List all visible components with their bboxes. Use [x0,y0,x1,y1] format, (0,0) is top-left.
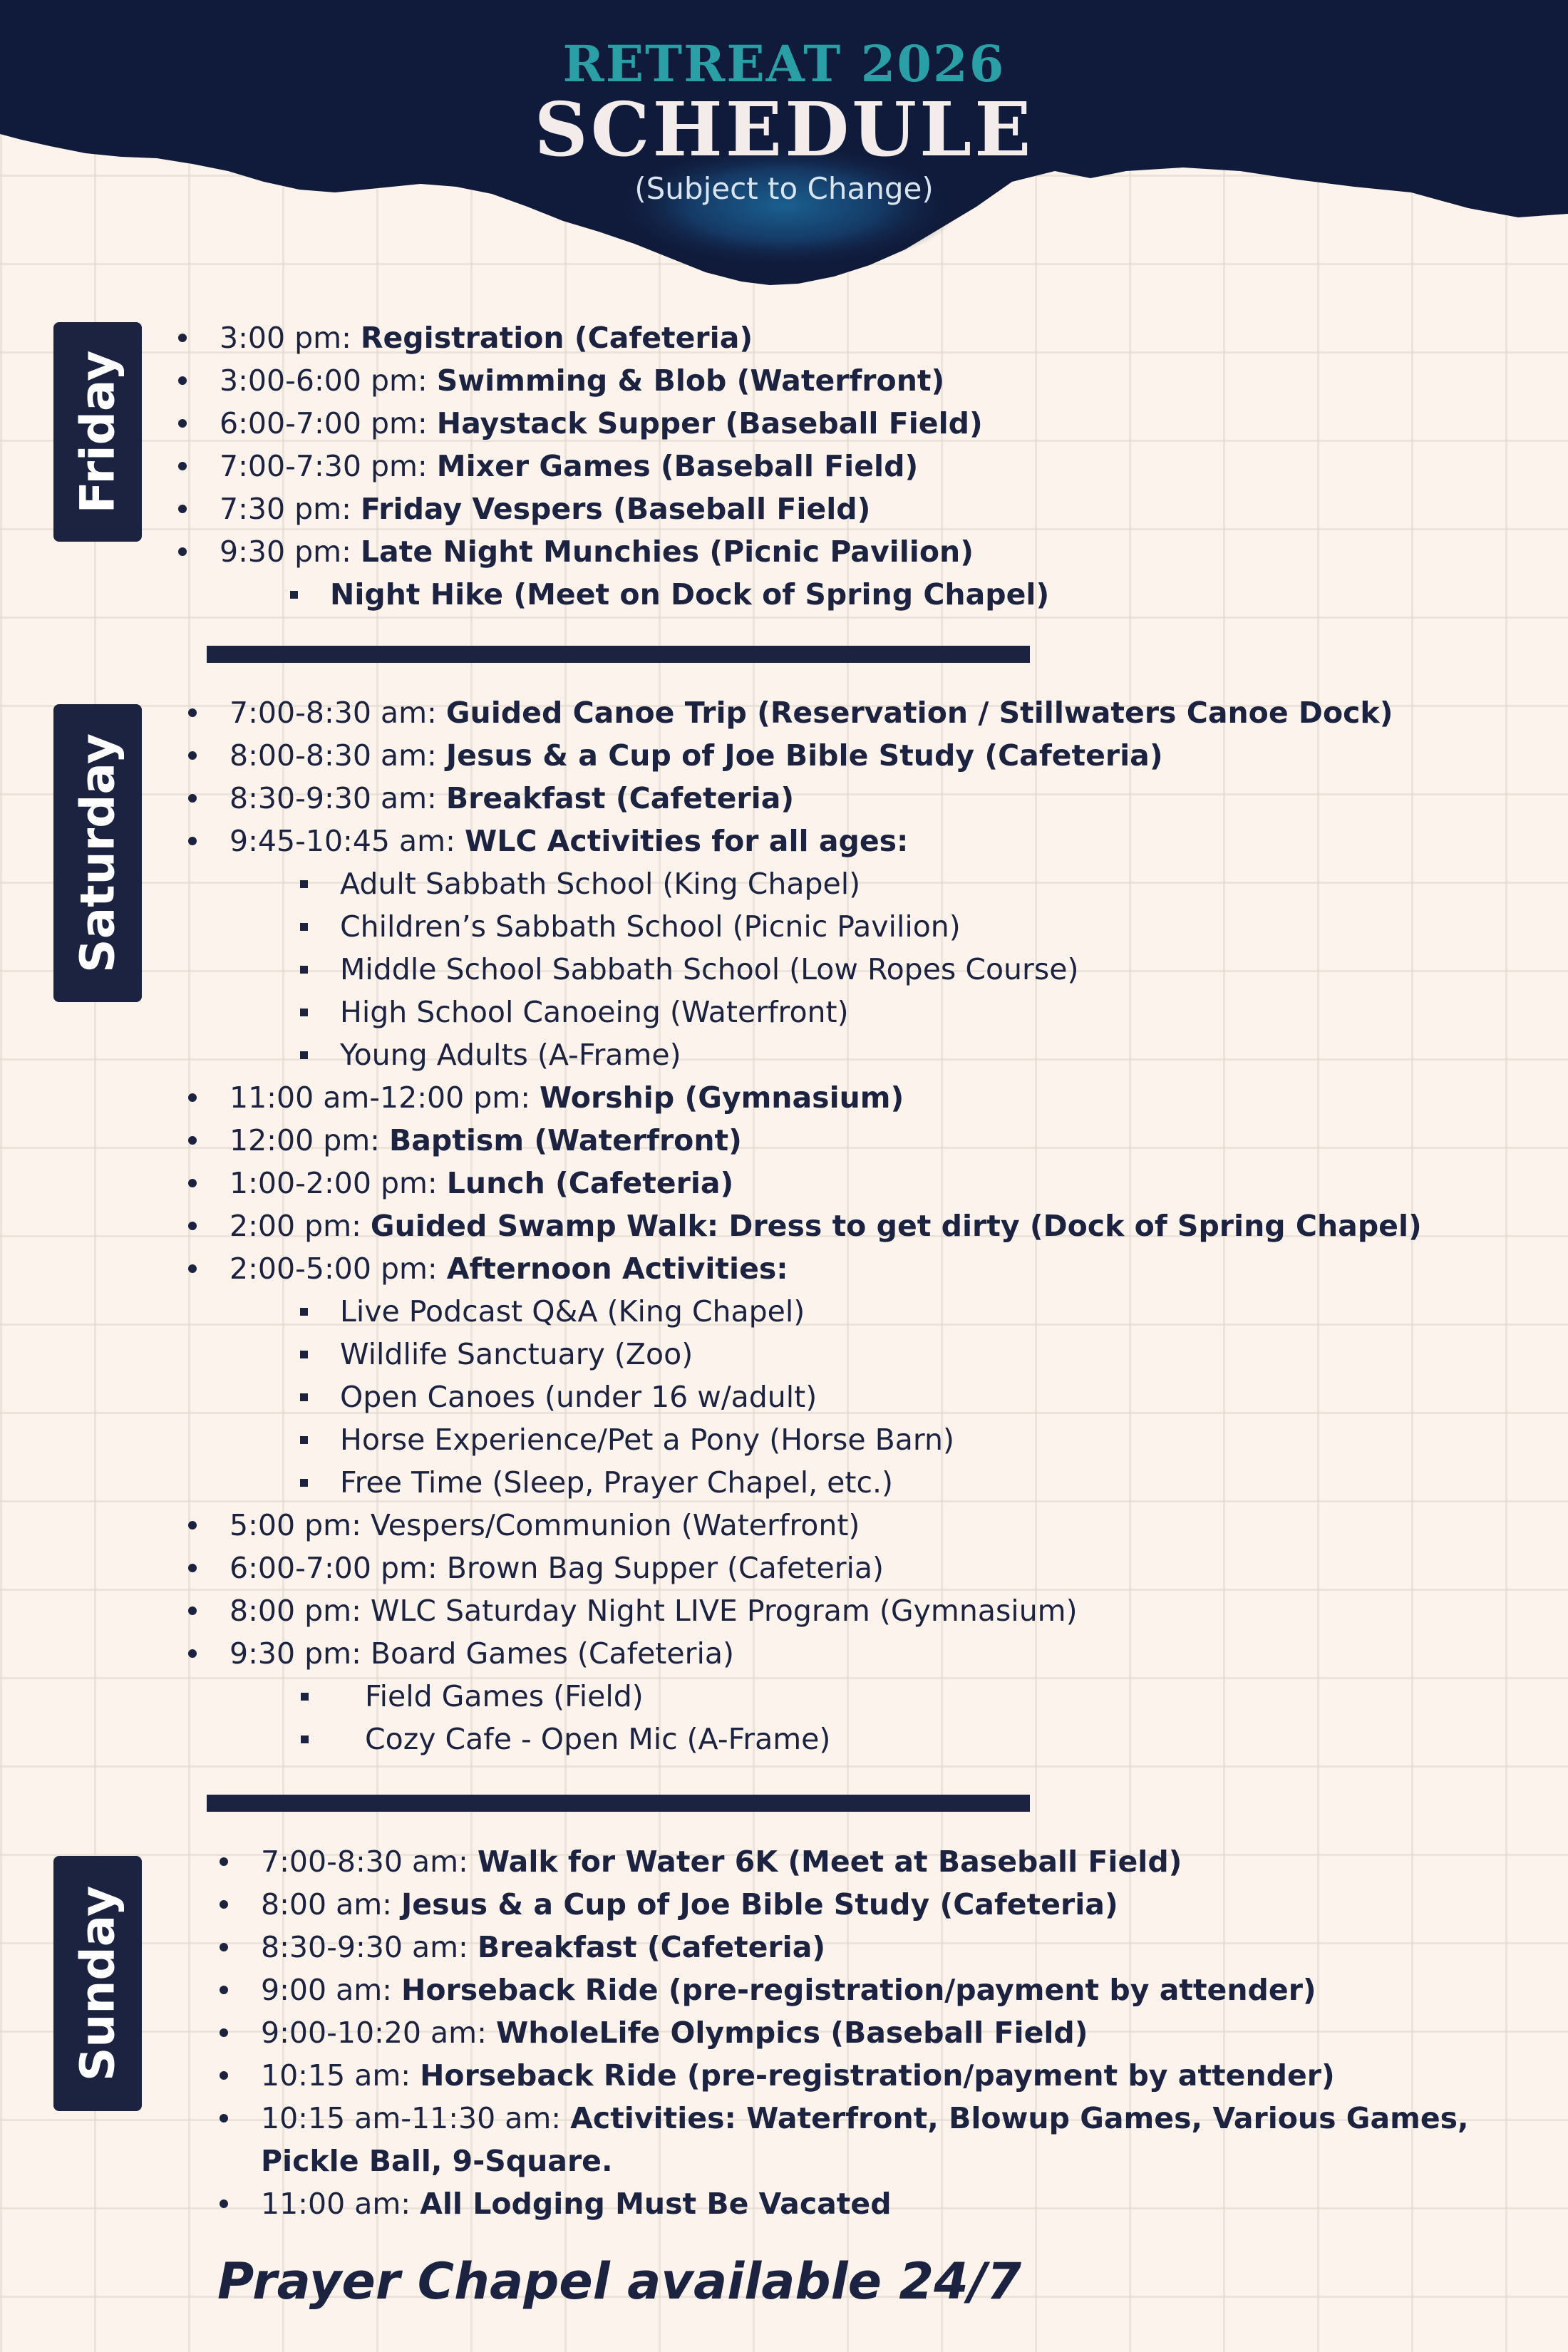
header-kicker: RETREAT 2026 [562,34,1006,93]
list-item: 1:00-2:00 pm: Lunch (Cafeteria) [229,1162,1422,1205]
list-item: 2:00-5:00 pm: Afternoon Activities: [229,1247,1422,1290]
list-item: 7:00-8:30 am: Guided Canoe Trip (Reservation / Stillwaters Canoe Dock) [229,691,1422,734]
list-item: 10:15 am-11:30 am: Activities: Waterfront, Blowup Games, Various Games, Pickle Ball, 9-Square. [261,2097,1544,2182]
list-item: 11:00 am-12:00 pm: Worship (Gymnasium) [229,1076,1422,1119]
list-item: 6:00-7:00 pm: Brown Bag Supper (Cafeteria) [229,1547,1422,1589]
header [0,0,1568,285]
list-item: 5:00 pm: Vespers/Communion (Waterfront) [229,1504,1422,1547]
list-item: 8:00 pm: WLC Saturday Night LIVE Program (Gymnasium) [229,1589,1422,1632]
list-subitem: Wildlife Sanctuary (Zoo) [340,1333,1422,1376]
list-item: 9:30 pm: Board Games (Cafeteria) [229,1632,1422,1675]
page-title: SCHEDULE [534,86,1034,173]
list-item: 6:00-7:00 pm: Haystack Supper (Baseball Field) [220,402,1049,445]
sunday-schedule [261,1840,1544,2225]
list-item: 2:00 pm: Guided Swamp Walk: Dress to get dirty (Dock of Spring Chapel) [229,1205,1422,1247]
list-subitem: Adult Sabbath School (King Chapel) [340,862,1422,905]
list-item: 8:00 am: Jesus & a Cup of Joe Bible Study (Cafeteria) [261,1883,1544,1926]
list-subitem: Open Canoes (under 16 w/adult) [340,1376,1422,1418]
list-subitem: High School Canoeing (Waterfront) [340,991,1422,1033]
list-item: 9:00 am: Horseback Ride (pre-registration/payment by attender) [261,1969,1544,2011]
footer-note: Prayer Chapel available 24/7 [217,2252,1022,2311]
list-item: 9:30 pm: Late Night Munchies (Picnic Pavilion) [220,530,1049,573]
day-tab-saturday [53,704,142,1002]
list-item: 11:00 am: All Lodging Must Be Vacated [261,2182,1544,2225]
list-item: 7:00-8:30 am: Walk for Water 6K (Meet at Baseball Field) [261,1840,1544,1883]
list-item: 8:00-8:30 am: Jesus & a Cup of Joe Bible Study (Cafeteria) [229,734,1422,777]
list-subitem: Live Podcast Q&A (King Chapel) [340,1290,1422,1333]
list-item: 7:00-7:30 pm: Mixer Games (Baseball Field) [220,445,1049,488]
list-item: 12:00 pm: Baptism (Waterfront) [229,1119,1422,1162]
list-item: 9:00-10:20 am: WholeLife Olympics (Baseball Field) [261,2011,1544,2054]
section-divider [207,646,1030,663]
section-divider [207,1795,1030,1812]
list-subitem: Horse Experience/Pet a Pony (Horse Barn) [340,1418,1422,1461]
list-item: 7:30 pm: Friday Vespers (Baseball Field) [220,488,1049,530]
list-subitem: Night Hike (Meet on Dock of Spring Chapel) [330,573,1049,616]
day-label: Saturday [70,733,125,973]
saturday-schedule [229,691,1422,1760]
list-item: 10:15 am: Horseback Ride (pre-registration/payment by attender) [261,2054,1544,2097]
list-subitem: Children’s Sabbath School (Picnic Pavilion) [340,905,1422,948]
list-subitem: Young Adults (A-Frame) [340,1033,1422,1076]
list-item: 3:00 pm: Registration (Cafeteria) [220,316,1049,359]
list-item: 9:45-10:45 am: WLC Activities for all ages: [229,820,1422,862]
list-item: 8:30-9:30 am: Breakfast (Cafeteria) [261,1926,1544,1969]
day-tab-sunday [53,1856,142,2111]
list-item: 8:30-9:30 am: Breakfast (Cafeteria) [229,777,1422,820]
list-subitem: Field Games (Field) [365,1675,1422,1718]
header-subtitle: (Subject to Change) [634,171,934,206]
list-item: 3:00-6:00 pm: Swimming & Blob (Waterfront) [220,359,1049,402]
day-tab-friday [53,322,142,542]
list-subitem: Free Time (Sleep, Prayer Chapel, etc.) [340,1461,1422,1504]
day-label: Sunday [70,1885,125,2082]
friday-schedule [220,316,1049,616]
list-subitem: Middle School Sabbath School (Low Ropes Course) [340,948,1422,991]
list-subitem: Cozy Cafe - Open Mic (A-Frame) [365,1718,1422,1760]
day-label: Friday [70,350,125,514]
